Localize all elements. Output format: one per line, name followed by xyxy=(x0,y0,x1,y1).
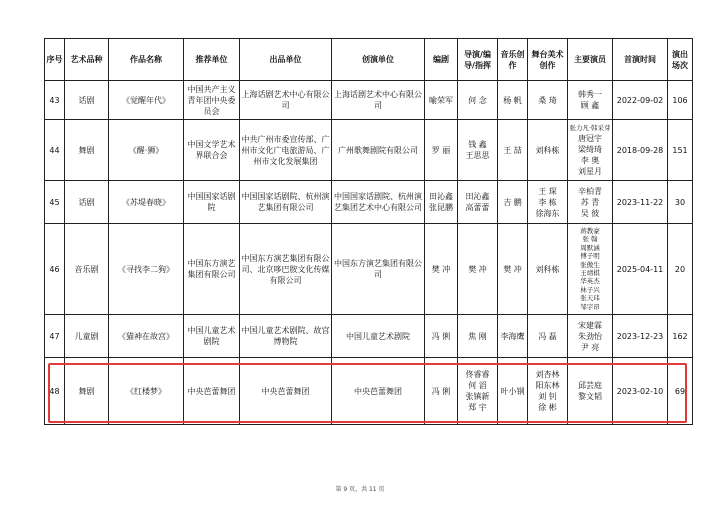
table-row xyxy=(45,120,693,181)
cell-stage: 刘科栋 xyxy=(528,224,568,315)
cell-stage: 桑 琦 xyxy=(528,81,568,120)
table-row xyxy=(45,81,693,120)
header-cell: 编剧 xyxy=(425,39,458,81)
cell-recommender: 中国国家话剧院 xyxy=(184,181,240,224)
cell-producer: 上海话剧艺术中心有限公司 xyxy=(240,81,332,120)
cell-no: 43 xyxy=(45,81,65,120)
cell-actors xyxy=(568,120,613,181)
cell-producer: 中国儿童艺术剧院、故宫博物院 xyxy=(240,315,332,358)
cell-creator: 中国东方演艺集团有限公司 xyxy=(332,224,425,315)
cell-producer: 中共广州市委宣传部、广州市文化广电旅游局、广州市文化发展集团 xyxy=(240,120,332,181)
cell-no: 46 xyxy=(45,224,65,315)
cell-producer: 中国东方演艺集团有限公司、北京哆巴胺文化传媒有限公司 xyxy=(240,224,332,315)
cell-director: 何 念 xyxy=(458,81,498,120)
header-row xyxy=(45,39,693,81)
cell-creator: 中国国家话剧院、杭州演艺集团艺术中心有限公司 xyxy=(332,181,425,224)
cell-recommender: 中央芭蕾舞团 xyxy=(184,358,240,425)
cell-premiere: 2022-09-02 xyxy=(613,81,668,120)
cell-genre: 话剧 xyxy=(65,81,109,120)
cell-actors: 蒋教豪 张 翰 周默涵 傅子明 张傲生 王靖棋 华英杰 林子兴 张天玮 邹宇昂 xyxy=(568,224,613,315)
cell-director: 田沁鑫 高蕾蕾 xyxy=(458,181,498,224)
cell-actors: 邱芸庭 黎文韬 xyxy=(568,358,613,425)
header-cell: 首演时间 xyxy=(613,39,668,81)
cell-recommender: 中国儿童艺术剧院 xyxy=(184,315,240,358)
cell-music: 李海鹰 xyxy=(498,315,528,358)
header-cell: 创演单位 xyxy=(332,39,425,81)
cell-stage: 冯 磊 xyxy=(528,315,568,358)
cell-shows: 162 xyxy=(668,315,693,358)
cell-stage: 刘杏林 阳东林 刘 钊 徐 彬 xyxy=(528,358,568,425)
cell-music: 王 喆 xyxy=(498,120,528,181)
cell-actors: 韩秀一 顾 鑫 xyxy=(568,81,613,120)
cell-title: 《醒·狮》 xyxy=(109,120,184,181)
cell-stage: 刘科栋 xyxy=(528,120,568,181)
cell-actors: 辛柏青 苏 青 吴 彼 xyxy=(568,181,613,224)
cell-shows: 151 xyxy=(668,120,693,181)
cell-title: 《苏堤春晓》 xyxy=(109,181,184,224)
header-cell: 序号 xyxy=(45,39,65,81)
cell-recommender: 中国东方演艺集团有限公司 xyxy=(184,224,240,315)
cell-writer: 冯 俐 xyxy=(425,315,458,358)
header-cell: 艺术品种 xyxy=(65,39,109,81)
header-cell: 作品名称 xyxy=(109,39,184,81)
table-row xyxy=(45,224,693,315)
cell-shows: 106 xyxy=(668,81,693,120)
cell-director: 钱 鑫 王思思 xyxy=(458,120,498,181)
cell-no: 47 xyxy=(45,315,65,358)
cell-recommender: 中国文学艺术界联合会 xyxy=(184,120,240,181)
cell-creator: 上海话剧艺术中心有限公司 xyxy=(332,81,425,120)
cell-genre: 舞剧 xyxy=(65,358,109,425)
cell-recommender: 中国共产主义青年团中央委员会 xyxy=(184,81,240,120)
award-list-table xyxy=(44,38,693,425)
header-cell: 主要演员 xyxy=(568,39,613,81)
actors-list: 唐冠宇 梁绮琦 李 奥 刘星月 xyxy=(578,133,602,176)
cell-creator: 中央芭蕾舞团 xyxy=(332,358,425,425)
cell-shows: 30 xyxy=(668,181,693,224)
cell-premiere: 2023-11-22 xyxy=(613,181,668,224)
cell-stage: 王 琛 李 栋 徐海东 xyxy=(528,181,568,224)
cell-director: 焦 刚 xyxy=(458,315,498,358)
cell-shows: 20 xyxy=(668,224,693,315)
header-cell: 出品单位 xyxy=(240,39,332,81)
cell-creator: 中国儿童艺术剧院 xyxy=(332,315,425,358)
header-cell: 舞台美术创作 xyxy=(528,39,568,81)
header-cell: 演出场次 xyxy=(668,39,693,81)
cell-writer: 罗 丽 xyxy=(425,120,458,181)
cell-no: 44 xyxy=(45,120,65,181)
table-row xyxy=(45,315,693,358)
cell-no: 48 xyxy=(45,358,65,425)
cell-title: 《猫神在故宫》 xyxy=(109,315,184,358)
cell-premiere: 2025-04-11 xyxy=(613,224,668,315)
cell-writer: 喻荣军 xyxy=(425,81,458,120)
cell-director: 佟睿睿 何 滔 张镇新 郑 宇 xyxy=(458,358,498,425)
cell-title: 《寻找李二狗》 xyxy=(109,224,184,315)
cell-title: 《红楼梦》 xyxy=(109,358,184,425)
table-row-highlighted xyxy=(45,358,693,425)
cell-actors: 宋建霖 朱劲怡 尹 亮 xyxy=(568,315,613,358)
cell-genre: 音乐剧 xyxy=(65,224,109,315)
cell-creator: 广州歌舞剧院有限公司 xyxy=(332,120,425,181)
cell-producer: 中国国家话剧院、杭州演艺集团有限公司 xyxy=(240,181,332,224)
cell-writer: 樊 冲 xyxy=(425,224,458,315)
cell-director: 樊 冲 xyxy=(458,224,498,315)
cell-title: 《觉醒年代》 xyxy=(109,81,184,120)
actors-note: 张力凡·韩采芽 xyxy=(569,123,611,132)
cell-genre: 儿童剧 xyxy=(65,315,109,358)
cell-genre: 舞剧 xyxy=(65,120,109,181)
cell-music: 吉 鹏 xyxy=(498,181,528,224)
cell-music: 叶小钢 xyxy=(498,358,528,425)
cell-producer: 中央芭蕾舞团 xyxy=(240,358,332,425)
cell-writer: 冯 俐 xyxy=(425,358,458,425)
cell-writer: 田沁鑫 张昆鹏 xyxy=(425,181,458,224)
cell-shows: 69 xyxy=(668,358,693,425)
header-cell: 推荐单位 xyxy=(184,39,240,81)
cell-genre: 话剧 xyxy=(65,181,109,224)
cell-no: 45 xyxy=(45,181,65,224)
cell-premiere: 2018-09-28 xyxy=(613,120,668,181)
cell-music: 樊 冲 xyxy=(498,224,528,315)
cell-premiere: 2023-02-10 xyxy=(613,358,668,425)
cell-premiere: 2023-12-23 xyxy=(613,315,668,358)
page-footer: 第 9 页，共 11 页 xyxy=(335,486,385,493)
header-cell: 导演/编导/指挥 xyxy=(458,39,498,81)
table-row xyxy=(45,181,693,224)
cell-music: 杨 帆 xyxy=(498,81,528,120)
header-cell: 音乐创作 xyxy=(498,39,528,81)
